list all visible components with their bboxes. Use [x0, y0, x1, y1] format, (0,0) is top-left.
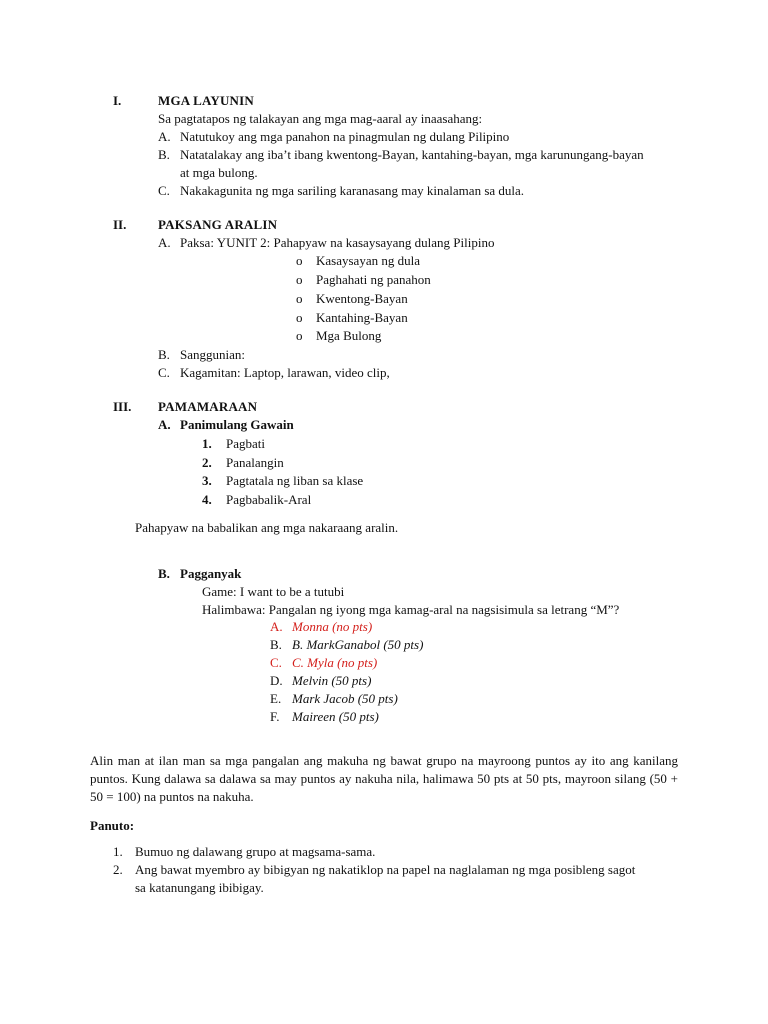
paksa-text: Paksa: YUNIT 2: Pahapyaw na kasaysayang dulang Pilipino [180, 235, 495, 250]
list-marker: B. [158, 147, 170, 162]
instruction-number: 1. [113, 844, 123, 859]
step-number: 1. [202, 436, 212, 451]
section-numeral: II. [113, 217, 127, 232]
section-title: PAMAMARAAN [158, 399, 258, 414]
sanggunian-text: Sanggunian: [180, 347, 245, 362]
name-option: Mark Jacob (50 pts) [292, 691, 398, 706]
instruction-text: Bumuo ng dalawang grupo at magsama-sama. [135, 844, 376, 859]
game-text: Game: I want to be a tutubi [202, 584, 345, 599]
instruction-continuation: sa katanungang ibibigay. [135, 880, 264, 895]
list-marker: C. [158, 365, 170, 380]
name-marker: B. [270, 637, 282, 652]
step-text: Pagbabalik-Aral [226, 492, 312, 507]
section-numeral: I. [113, 93, 122, 108]
name-marker: A. [270, 619, 283, 634]
bullet-marker: o [296, 328, 303, 343]
name-option: Monna (no pts) [292, 619, 373, 634]
list-item: Natutukoy ang mga panahon na pinagmulan ng dulang Pilipino [180, 129, 510, 144]
subsection-marker: A. [158, 417, 171, 432]
step-text: Pagbati [226, 436, 265, 451]
step-number: 4. [202, 492, 212, 507]
subsection-title: Panimulang Gawain [180, 417, 294, 432]
list-item-continuation: at mga bulong. [180, 165, 258, 180]
step-text: Pagtatala ng liban sa klase [226, 473, 364, 488]
step-number: 2. [202, 455, 212, 470]
name-marker: D. [270, 673, 283, 688]
bullet-item: Kwentong-Bayan [316, 291, 408, 306]
bullet-marker: o [296, 272, 303, 287]
list-marker: A. [158, 235, 171, 250]
list-item: Nakakagunita ng mga sariling karanasang may kinalaman sa dula. [180, 183, 525, 198]
section-numeral: III. [113, 399, 132, 414]
bullet-item: Kantahing-Bayan [316, 310, 408, 325]
list-marker: B. [158, 347, 170, 362]
subsection-marker: B. [158, 566, 170, 581]
bullet-marker: o [296, 310, 303, 325]
name-marker: E. [270, 691, 282, 706]
name-marker: C. [270, 655, 282, 670]
step-number: 3. [202, 473, 212, 488]
name-option: B. MarkGanabol (50 pts) [292, 637, 424, 652]
instruction-text: Ang bawat myembro ay bibigyan ng nakatiklop na papel na naglalaman ng mga posibleng sagot [135, 862, 636, 877]
list-item: Natatalakay ang iba’t ibang kwentong-Bayan, kantahing-bayan, mga karunungang-bayan [180, 147, 644, 162]
review-note: Pahapyaw na babalikan ang mga nakaraang aralin. [135, 520, 399, 535]
kagamitan-text: Kagamitan: Laptop, larawan, video clip, [180, 365, 390, 380]
panuto-title: Panuto: [90, 818, 135, 833]
step-text: Panalangin [226, 455, 284, 470]
instruction-number: 2. [113, 862, 123, 877]
bullet-item: Kasaysayan ng dula [316, 253, 420, 268]
bullet-marker: o [296, 291, 303, 306]
explanation-paragraph: Alin man at ilan man sa mga pangalan ang makuha ng bawat grupo na mayroong puntos ay ito ang kanilang puntos. Kung dalawa sa dalawa sa may puntos ay nakuha nila, halimawa 50 pts at 50 pts, mayroon silang (50 + 50 = 100) na puntos na nakuha. [90, 753, 678, 804]
halimbawa-text: Halimbawa: Pangalan ng iyong mga kamag-aral na nagsisimula sa letrang “M”? [202, 602, 620, 617]
subsection-title: Pagganyak [180, 566, 242, 581]
section-title: MGA LAYUNIN [158, 93, 254, 108]
section-title: PAKSANG ARALIN [158, 217, 278, 232]
name-option: Maireen (50 pts) [292, 709, 379, 724]
section-intro: Sa pagtatapos ng talakayan ang mga mag-aaral ay inaasahang: [158, 111, 483, 126]
name-option: C. Myla (no pts) [292, 655, 378, 670]
list-marker: A. [158, 129, 171, 144]
bullet-marker: o [296, 253, 303, 268]
name-marker: F. [270, 709, 280, 724]
bullet-item: Paghahati ng panahon [316, 272, 431, 287]
list-marker: C. [158, 183, 170, 198]
bullet-item: Mga Bulong [316, 328, 382, 343]
name-option: Melvin (50 pts) [292, 673, 372, 688]
